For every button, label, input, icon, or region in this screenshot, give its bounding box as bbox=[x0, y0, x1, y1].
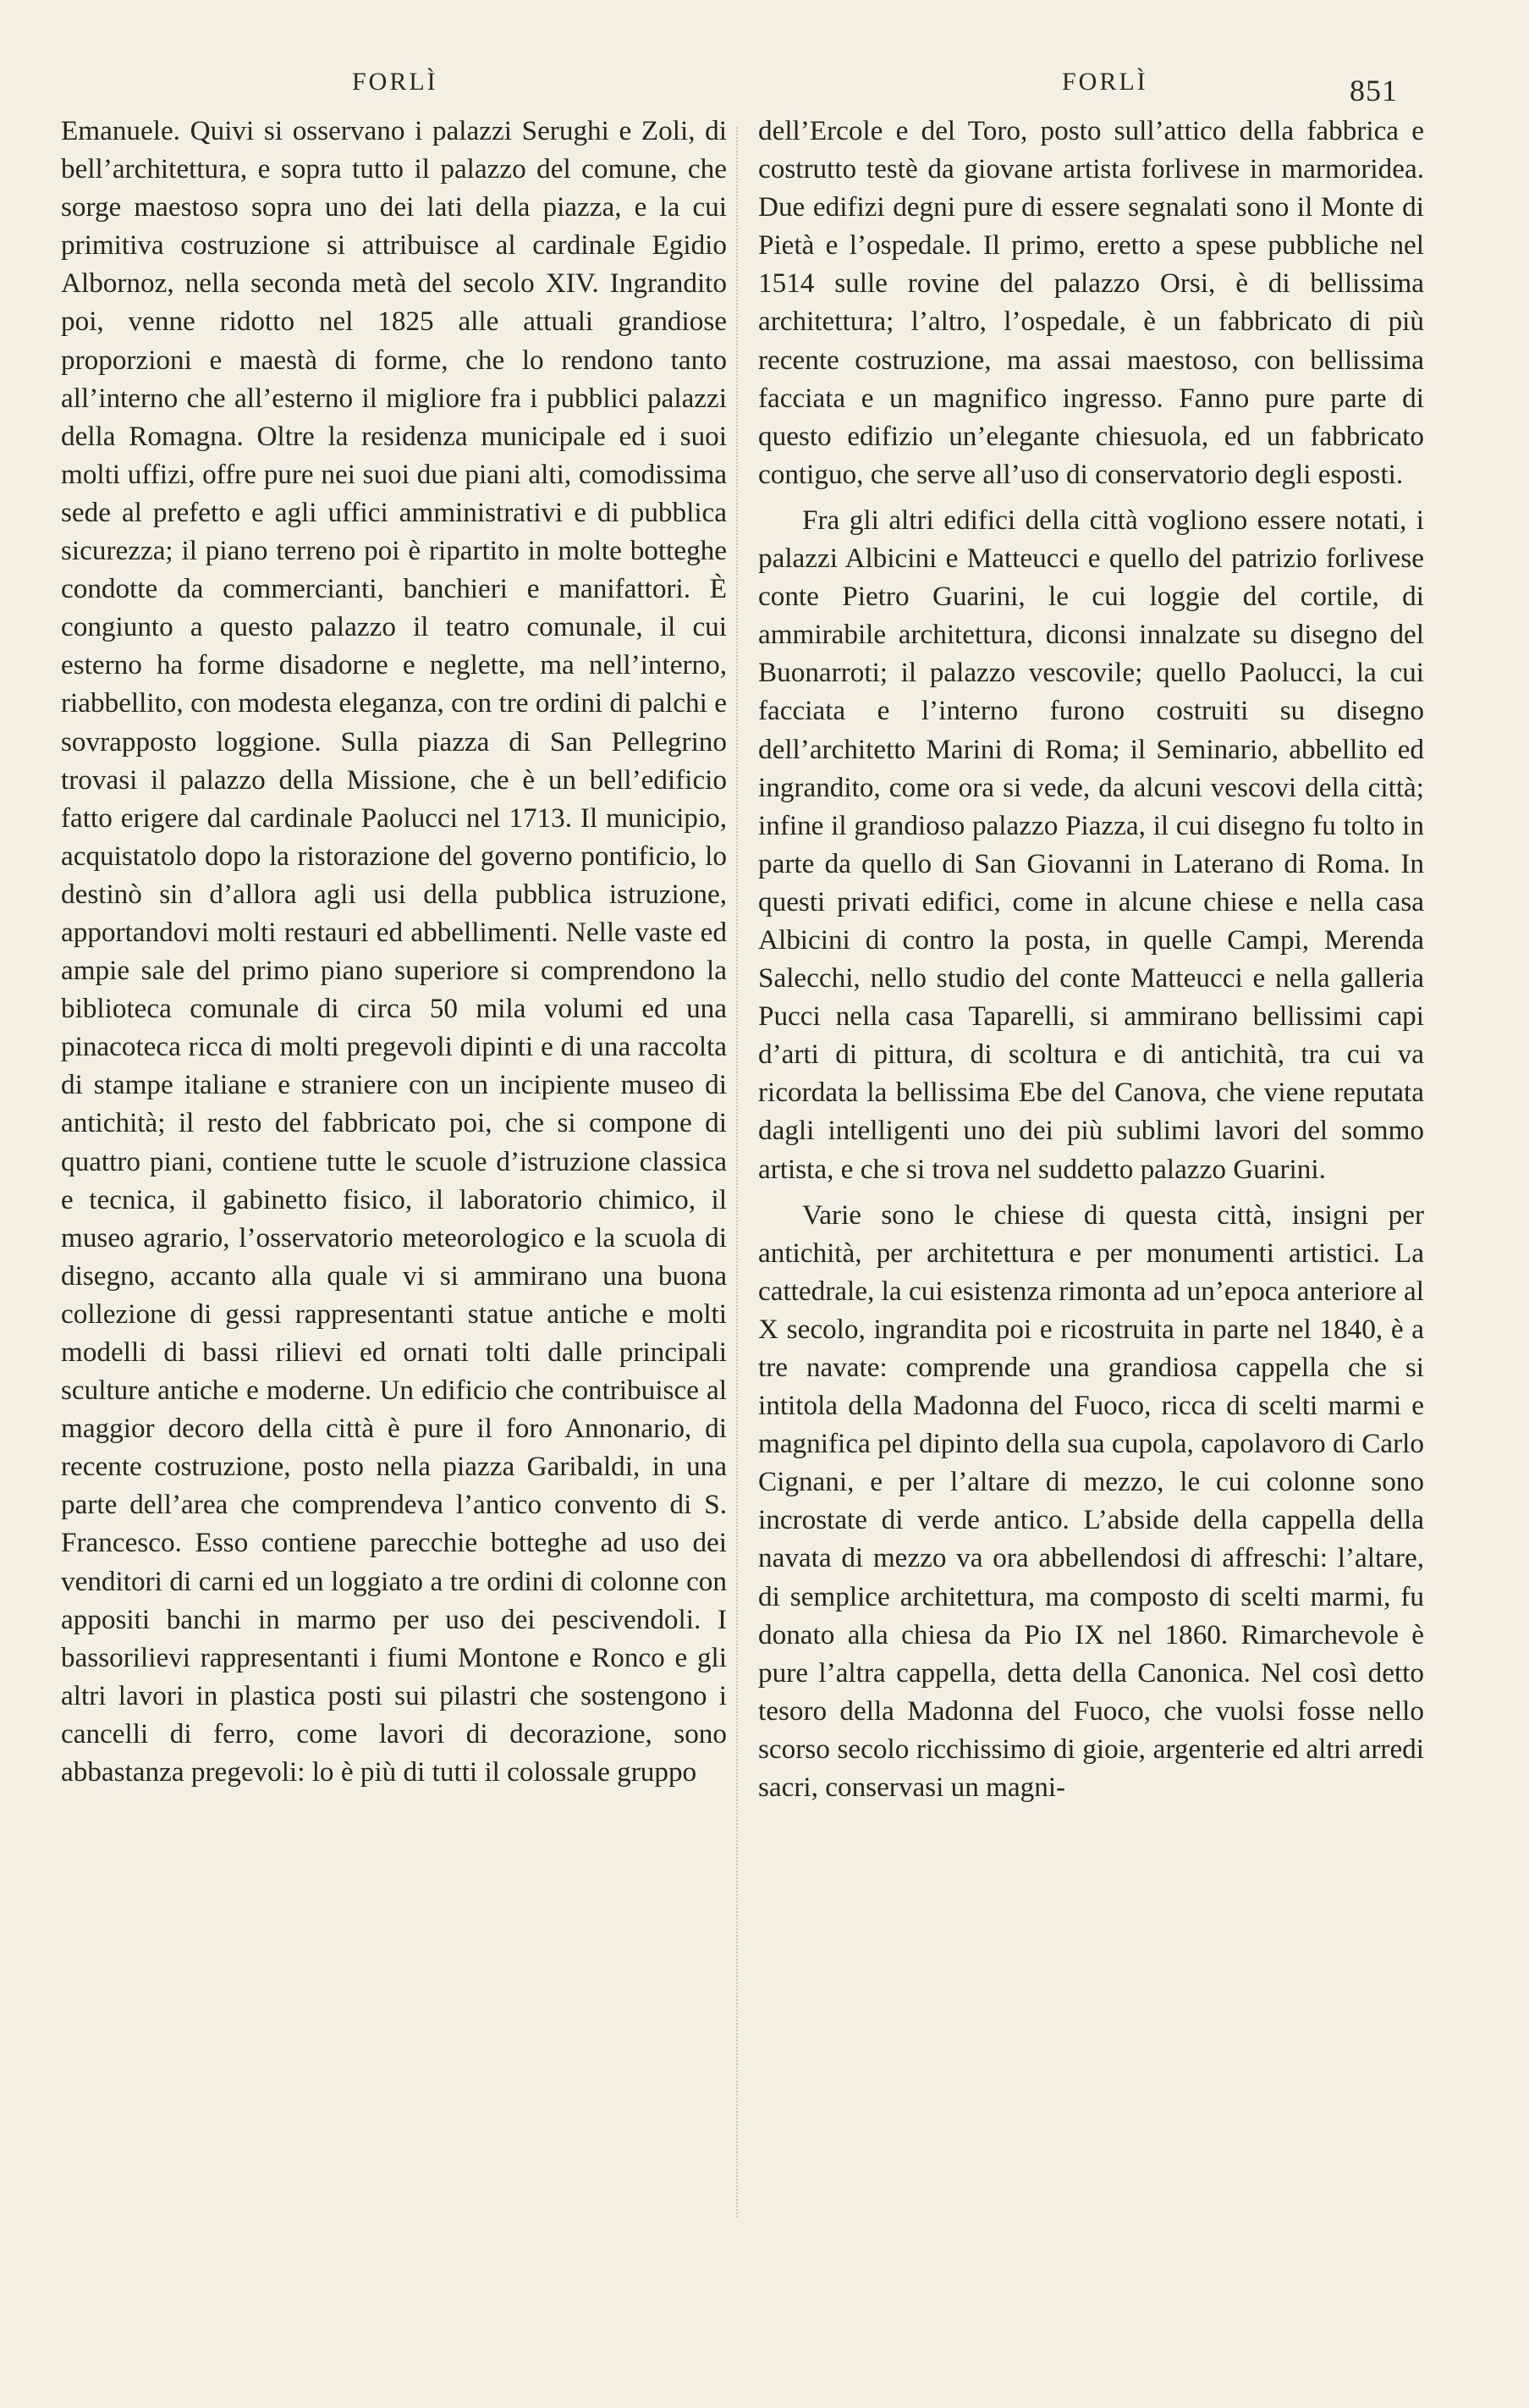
column-divider bbox=[736, 127, 738, 2218]
running-title-left: FORLÌ bbox=[352, 68, 438, 96]
left-paragraph-1: Emanuele. Quivi si osservano i palazzi Serughi e Zoli, di bell’architettura, e sopra tutto il palazzo del comune, che sorge maestoso sopra uno dei lati della piazza, e la cui primitiva costruzione si attribuisce al cardinale Egidio Albornoz, nella seconda metà del secolo XIV. Ingrandito poi, venne ridotto nel 1825 alle attuali grandiose proporzioni e maestà di forme, che lo rendono tanto all’interno che all’esterno il migliore fra i pubblici palazzi della Romagna. Oltre la residenza municipale ed i suoi molti uffizi, offre pure nei suoi due piani alti, comodissima sede al prefetto e agli uffici amministrativi e di pubblica sicurezza; il piano terreno poi è ripartito in molte botteghe condotte da commercianti, banchieri e manifattori. È congiunto a questo palazzo il teatro comunale, il cui esterno ha forme disadorne e neglette, ma nell’interno, riabbellito, con modesta eleganza, con tre ordini di palchi e sovrapposto loggione. Sulla piazza di San Pellegrino trovasi il palazzo della Missione, che è un bell’edificio fatto erigere dal cardinale Paolucci nel 1713. Il municipio, acquistatolo dopo la ristorazione del governo pontificio, lo destinò sin d’allora agli usi della pubblica istruzione, apportandovi molti restauri ed abbellimenti. Nelle vaste ed ampie sale del primo piano superiore si comprendono la biblioteca comunale di circa 50 mila volumi ed una pinacoteca ricca di molti pregevoli dipinti e di una raccolta di stampe italiane e straniere con un incipiente museo di antichità; il resto del fabbricato poi, che si compone di quattro piani, contiene tutte le scuole d’istruzione classica e tecnica, il gabinetto fisico, il laboratorio chimico, il museo agrario, l’osservatorio meteorologico e la scuola di disegno, accanto alla quale vi si ammirano una buona collezione di gessi rappresentanti statue antiche e molti modelli di bassi rilievi ed ornati tolti dalle principali sculture antiche e moderne. Un edificio che contribuisce al maggior decoro della città è pure il foro Annonario, di recente costruzione, posto nella piazza Garibaldi, in una parte dell’area che comprendeva l’antico convento di S. Francesco. Esso contiene parecchie botteghe ad uso dei venditori di carni ed un loggiato a tre ordini di colonne con appositi banchi in marmo per uso dei pescivendoli. I bassorilievi rappresentanti i fiumi Montone e Ronco e gli altri lavori in plastica posti sui pilastri che sostengono i cancelli di ferro, come lavori di decorazione, sono abbastanza pregevoli: lo è più di tutti il colossale gruppo bbox=[61, 115, 727, 1788]
right-paragraph-1: dell’Ercole e del Toro, posto sull’attico della fabbrica e costrutto testè da giovane artista forlivese in marmoridea. Due edifizi degni pure di essere segnalati sono il Monte di Pietà e l’ospedale. Il primo, eretto a spese pubbliche nel 1514 sulle rovine del palazzo Orsi, è di bellissima architettura; l’altro, l’ospedale, è un fabbricato di più recente costruzione, ma assai maestoso, con bellissima facciata e un magnifico ingresso. Fanno pure parte di questo edifizio un’elegante chiesuola, ed un fabbricato contiguo, che serve all’uso di conservatorio degli esposti. bbox=[758, 115, 1424, 490]
right-paragraph-3: Varie sono le chiese di questa città, insigni per antichità, per architettura e per monumenti artistici. La cattedrale, la cui esistenza rimonta ad un’epoca anteriore al X secolo, ingrandita poi e ricostruita in parte nel 1840, è a tre navate: comprende una grandiosa cappella che si intitola della Madonna del Fuoco, ricca di scelti marmi e magnifica pel dipinto della sua cupola, capolavoro di Carlo Cignani, e per l’altare di mezzo, le cui colonne sono incrostate di verde antico. L’abside della cappella della navata di mezzo va ora abbellendosi di affreschi: l’altare, di semplice architettura, ma composto di scelti marmi, fu donato alla chiesa da Pio IX nel 1860. Rimarchevole è pure l’altra cappella, detta della Canonica. Nel così detto tesoro della Madonna del Fuoco, che vuolsi fosse nello scorso secolo ricchissimo di gioie, argenterie ed altri arredi sacri, conservasi un magni- bbox=[758, 1198, 1424, 1804]
right-column bbox=[758, 112, 1424, 1806]
right-paragraph-2: Fra gli altri edifici della città vogliono essere notati, i palazzi Albicini e Matteucci e quello del patrizio forlivese conte Pietro Guarini, le cui loggie del cortile, di ammirabile architettura, diconsi innalzate su disegno del Buonarroti; il palazzo vescovile; quello Paolucci, la cui facciata e l’interno furono costruiti su disegno dell’architetto Marini di Roma; il Seminario, abbellito ed ingrandito, come ora si vede, da alcuni vescovi della città; infine il grandioso palazzo Piazza, il cui disegno fu tolto in parte da quello di San Giovanni in Laterano di Roma. In questi privati edifici, come in alcune chiese e nella casa Albicini di contro la posta, in quelle Campi, Merenda Salecchi, nello studio del conte Matteucci e nella galleria Pucci nella casa Taparelli, si ammirano bellissimi capi d’arti di pittura, di scoltura e di antichità, tra cui va ricordata la bellissima Ebe del Canova, che viene reputata dagli intelligenti uno dei più sublimi lavori del sommo artista, e che si trova nel suddetto palazzo Guarini. bbox=[758, 504, 1424, 1185]
left-column bbox=[61, 112, 727, 1791]
page-number: 851 bbox=[1350, 74, 1398, 107]
running-title-right: FORLÌ bbox=[1062, 68, 1148, 96]
